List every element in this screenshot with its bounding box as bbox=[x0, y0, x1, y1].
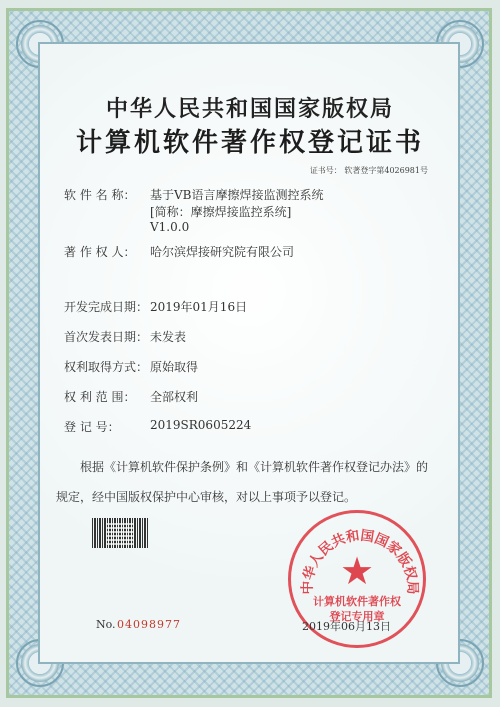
owner-label: 著 作 权 人： bbox=[64, 245, 136, 259]
statement-line1: 根据《计算机软件保护条例》和《计算机软件著作权登记办法》的 bbox=[80, 460, 429, 474]
software-name-line2: [简称：摩擦焊接监控系统] bbox=[150, 205, 292, 219]
barcode-image bbox=[92, 518, 148, 548]
software-name-line3: V1.0.0 bbox=[150, 220, 190, 234]
serial-label: No. bbox=[96, 618, 116, 631]
first-publish-label: 首次发表日期： bbox=[64, 330, 149, 344]
first-publish-value: 未发表 bbox=[150, 330, 187, 344]
registration-label: 登 记 号： bbox=[64, 420, 120, 434]
seal-ring-text: 中华人民共和国国家版权局 bbox=[299, 527, 421, 595]
certificate-number-label: 证书号： bbox=[309, 166, 342, 175]
statement-line2: 规定，经中国版权保护中心审核，对以上事项予以登记。 bbox=[56, 490, 357, 504]
scope-value: 全部权利 bbox=[150, 390, 199, 404]
certificate-number-value: 软著登字第4026981号 bbox=[344, 166, 428, 175]
completion-date-value: 2019年01月16日 bbox=[150, 300, 248, 314]
seal-line2: 登记专用章 bbox=[329, 610, 385, 623]
owner-value: 哈尔滨焊接研究院有限公司 bbox=[150, 245, 295, 259]
issuer-title: 中华人民共和国国家版权局 bbox=[105, 97, 394, 122]
completion-date-label: 开发完成日期： bbox=[64, 300, 149, 314]
certificate-number bbox=[310, 165, 428, 176]
acquisition-value: 原始取得 bbox=[150, 360, 199, 374]
software-name-label: 软 件 名 称： bbox=[64, 188, 136, 202]
acquisition-label: 权利取得方式： bbox=[64, 360, 149, 374]
seal-line1: 计算机软件著作权 bbox=[313, 595, 401, 608]
star-icon: ★ bbox=[339, 549, 375, 594]
serial-number: 04098977 bbox=[117, 618, 181, 631]
software-name-line1: 基于VB语言摩擦焊接监测控系统 bbox=[150, 188, 324, 202]
certificate-title: 计算机软件著作权登记证书 bbox=[75, 128, 424, 158]
registration-value: 2019SR0605224 bbox=[150, 418, 252, 432]
issue-date: 2019年06月13日 bbox=[302, 620, 391, 633]
scope-label: 权 利 范 围： bbox=[64, 390, 136, 404]
